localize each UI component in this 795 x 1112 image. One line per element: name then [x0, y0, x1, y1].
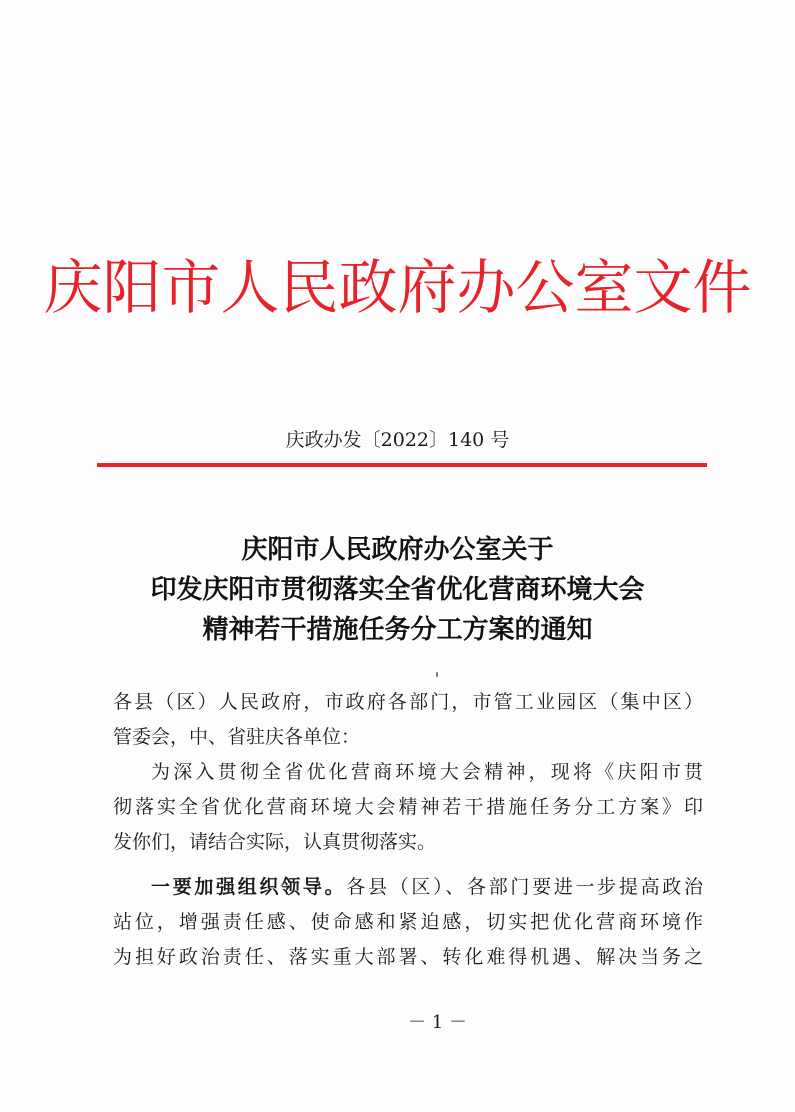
paragraph-1-line-2: 彻落实全省优化营商环境大会精神若干措施任务分工方案》印	[113, 796, 703, 818]
paragraph-gap	[113, 860, 703, 870]
document-body	[113, 685, 703, 975]
addressee-line-2: 管委会，中、省驻庆各单位：	[113, 726, 361, 748]
paragraph-2-line-3: 为担好政治责任、落实重大部署、转化难得机遇、解决当务之	[113, 946, 703, 968]
header-red-rule	[97, 463, 707, 467]
scan-speck	[436, 672, 438, 677]
addressee-line-1: 各县（区）人民政府，市政府各部门，市管工业园区（集中区）	[113, 691, 703, 713]
notice-title-line-1: 庆阳市人民政府办公室关于	[241, 535, 554, 565]
notice-title-line-3: 精神若干措施任务分工方案的通知	[202, 615, 593, 645]
paragraph-2-line-1-text: 各县（区）、各部门要进一步提高政治	[346, 876, 703, 898]
notice-title	[0, 530, 795, 650]
paragraph-1-line-1: 为深入贯彻全省优化营商环境大会精神，现将《庆阳市贯	[151, 761, 703, 783]
paragraph-2-line-2: 站位，增强责任感、使命感和紧迫感，切实把优化营商环境作	[113, 911, 703, 933]
document-number: 庆政办发〔2022〕140 号	[285, 429, 510, 451]
document-header-title: 庆阳市人民政府办公室文件	[43, 253, 752, 322]
paragraph-1-line-3: 发你们，请结合实际，认真贯彻落实。	[113, 831, 437, 853]
paragraph-2-line-1	[113, 870, 703, 905]
page-number: － 1 －	[408, 1012, 467, 1033]
paragraph-2-heading: 一要加强组织领导。	[151, 876, 347, 898]
notice-title-line-2: 印发庆阳市贯彻落实全省优化营商环境大会	[150, 575, 645, 605]
